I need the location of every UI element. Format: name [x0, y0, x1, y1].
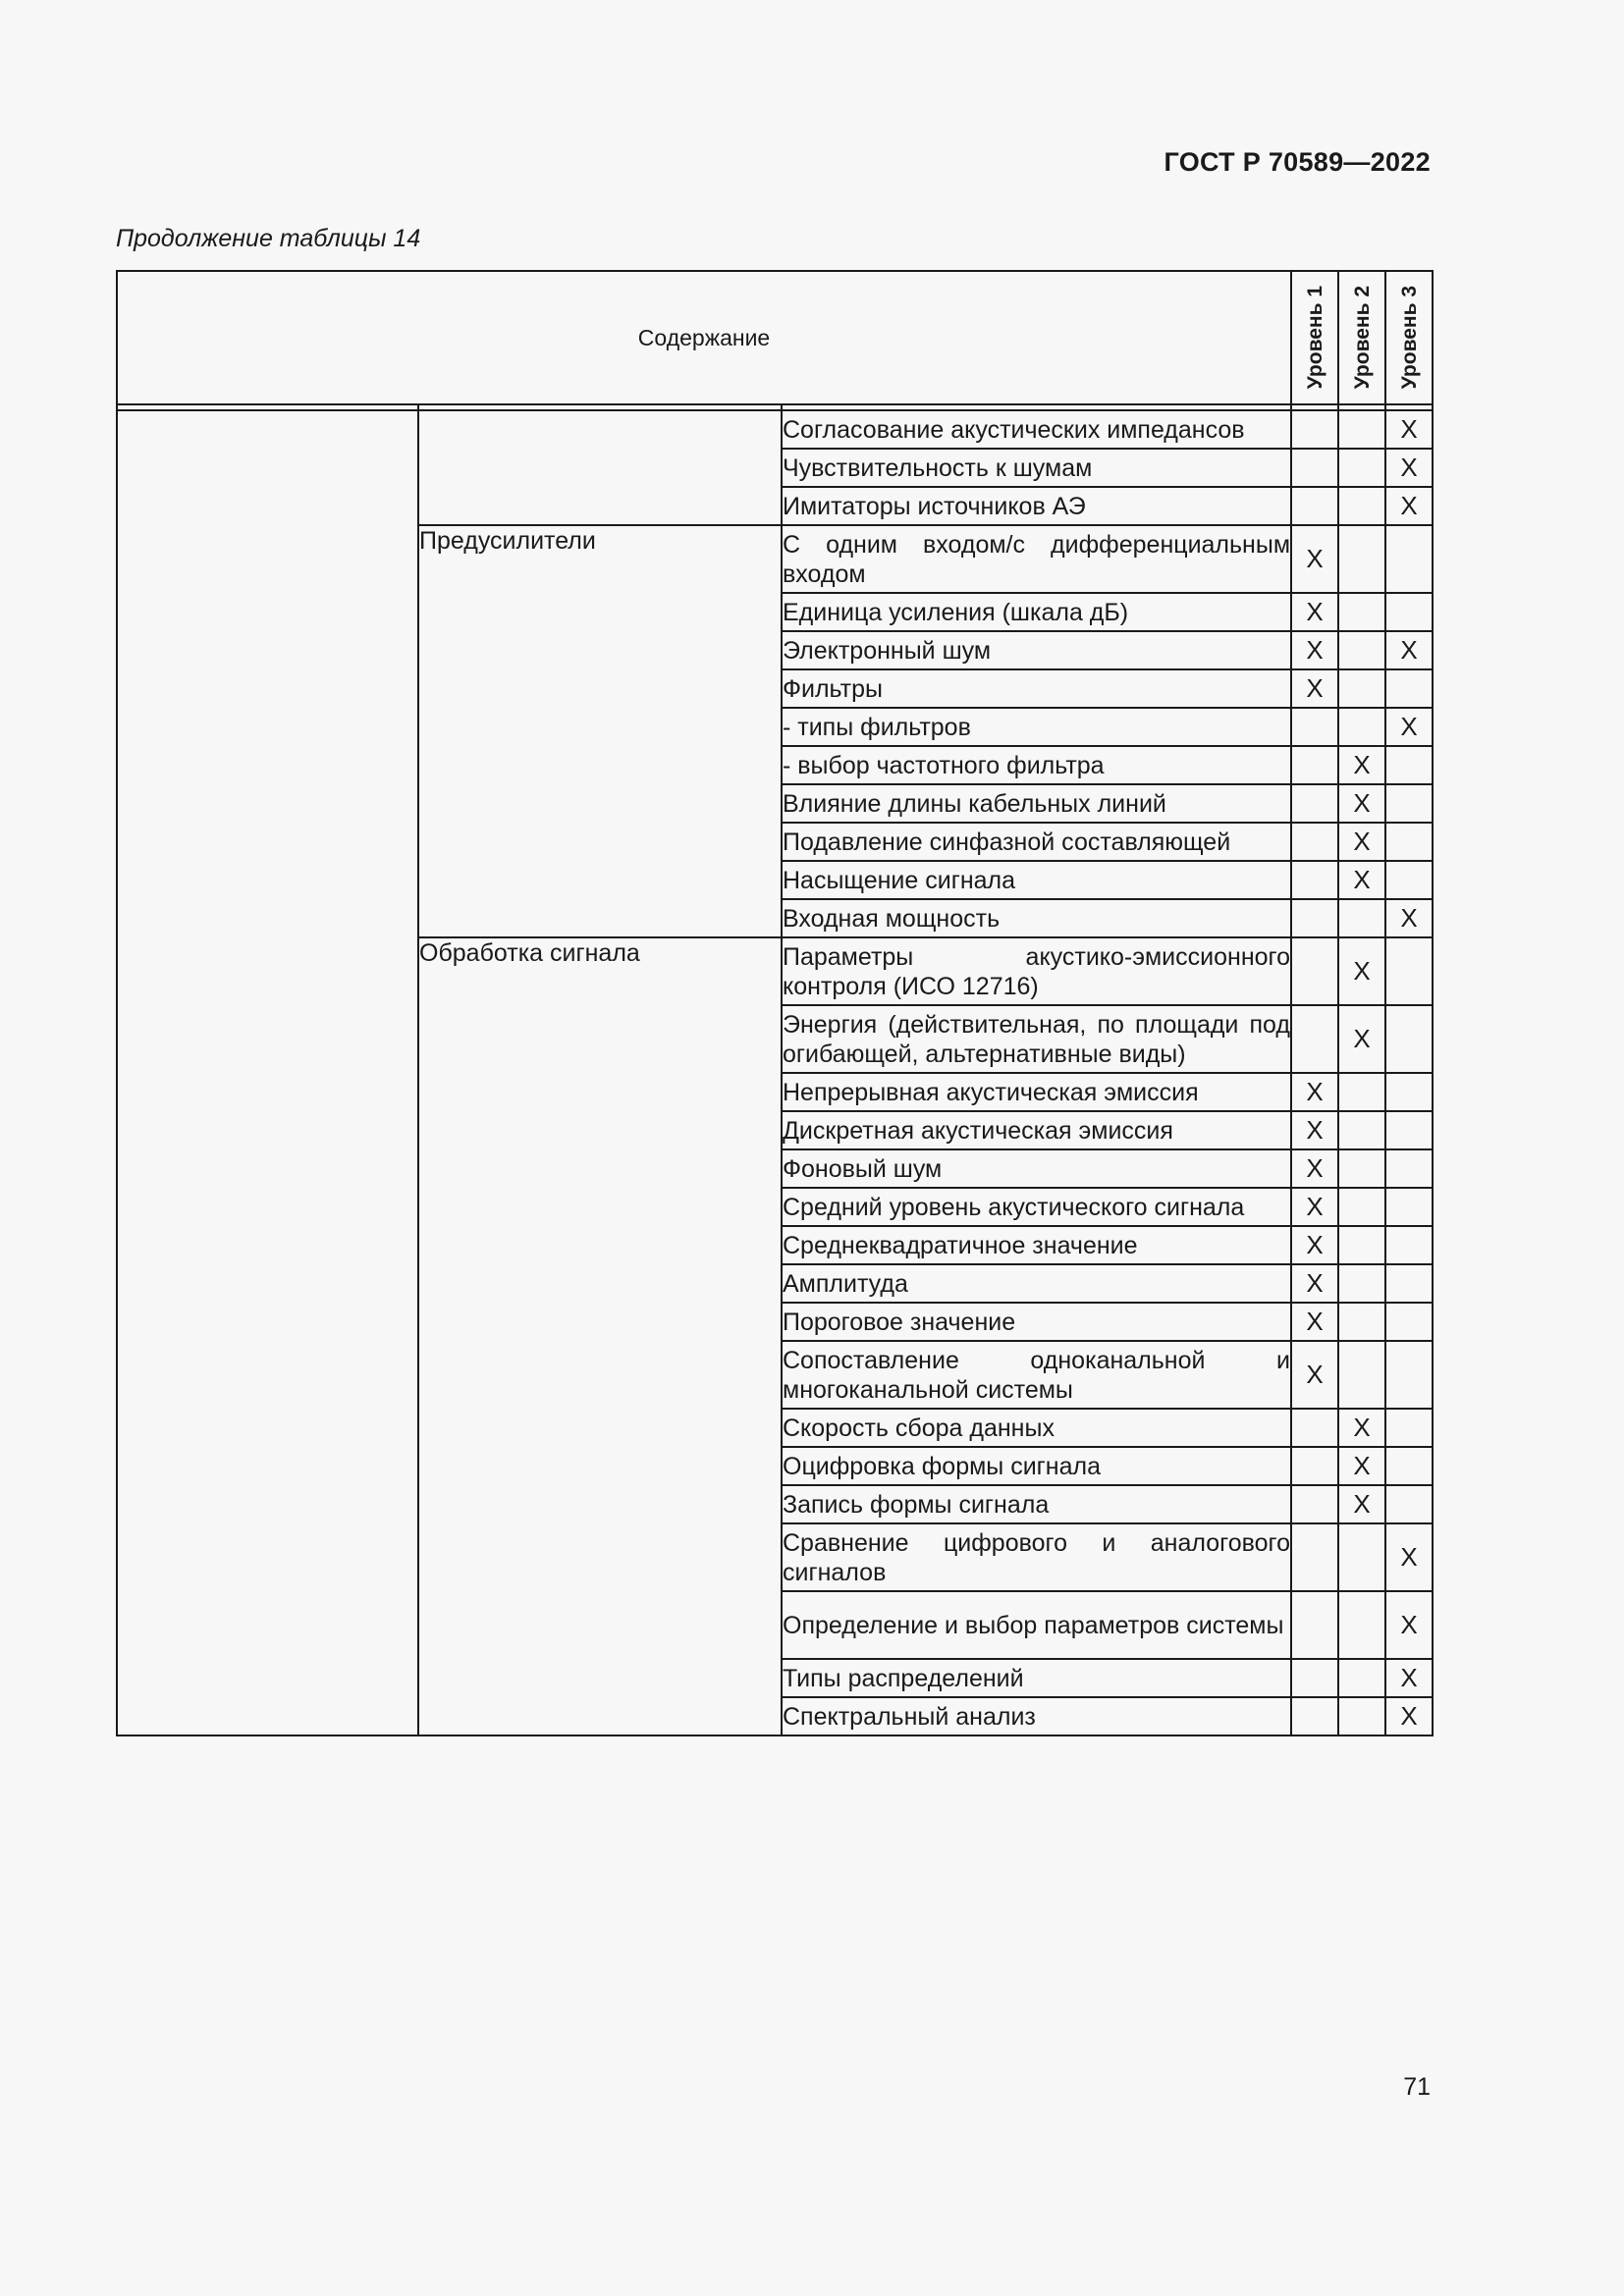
level-1-mark: [1291, 1409, 1338, 1447]
level-2-mark: [1338, 1073, 1385, 1111]
table-body: [117, 410, 1433, 1735]
row-topic: Параметры акустико-эмиссионного контроля (ИСО 12716): [782, 937, 1291, 1005]
level-1-mark: [1291, 937, 1338, 1005]
level-1-mark: [1291, 746, 1338, 784]
level-1-mark: [1291, 487, 1338, 525]
level-3-mark: [1385, 1005, 1433, 1073]
level-1-mark: [1291, 861, 1338, 899]
level-2-mark: [1338, 1149, 1385, 1188]
table-header-row: [117, 271, 1433, 404]
document-code: ГОСТ Р 70589—2022: [1164, 147, 1431, 177]
level-3-mark: X: [1385, 1697, 1433, 1735]
row-topic: Энергия (действительная, по площади под огибающей, альтернативные виды): [782, 1005, 1291, 1073]
level-3-mark: [1385, 1447, 1433, 1485]
row-topic: Непрерывная акустическая эмиссия: [782, 1073, 1291, 1111]
row-topic: Амплитуда: [782, 1264, 1291, 1303]
row-topic: - типы фильтров: [782, 708, 1291, 746]
level-2-mark: [1338, 708, 1385, 746]
row-topic: Дискретная акустическая эмиссия: [782, 1111, 1291, 1149]
level-3-mark: X: [1385, 410, 1433, 449]
level-2-mark: [1338, 1226, 1385, 1264]
level-1-mark: [1291, 784, 1338, 823]
row-topic: - выбор частотного фильтра: [782, 746, 1291, 784]
level-3-label: Уровень 3: [1397, 286, 1421, 390]
level-1-mark: X: [1291, 593, 1338, 631]
row-topic: Имитаторы источников АЭ: [782, 487, 1291, 525]
level-1-mark: X: [1291, 1073, 1338, 1111]
group-label: Предусилители: [418, 525, 782, 937]
row-topic: Насыщение сигнала: [782, 861, 1291, 899]
level-3-mark: [1385, 1303, 1433, 1341]
level-1-mark: X: [1291, 1111, 1338, 1149]
content-column-header: Содержание: [117, 271, 1291, 404]
row-topic: Сопоставление одноканальной и многоканальной системы: [782, 1341, 1291, 1409]
level-3-mark: [1385, 669, 1433, 708]
level-1-mark: [1291, 449, 1338, 487]
level-2-mark: X: [1338, 1005, 1385, 1073]
level-1-mark: [1291, 1447, 1338, 1485]
level-2-mark: [1338, 410, 1385, 449]
level-1-mark: [1291, 1523, 1338, 1591]
row-topic: Фильтры: [782, 669, 1291, 708]
level-3-mark: [1385, 937, 1433, 1005]
level-2-label: Уровень 2: [1350, 286, 1374, 390]
page-number: 71: [1403, 2073, 1431, 2101]
section-cell: [117, 410, 418, 1735]
row-topic: С одним входом/с дифференциальным входом: [782, 525, 1291, 593]
level-3-mark: [1385, 1188, 1433, 1226]
level-3-mark: [1385, 823, 1433, 861]
level-1-mark: X: [1291, 1226, 1338, 1264]
level-2-mark: [1338, 899, 1385, 937]
level-2-mark: [1338, 1659, 1385, 1697]
level-3-mark: [1385, 1111, 1433, 1149]
level-1-mark: [1291, 1697, 1338, 1735]
level-1-mark: [1291, 1591, 1338, 1659]
level-2-mark: [1338, 631, 1385, 669]
level-1-mark: [1291, 708, 1338, 746]
level-3-mark: [1385, 1264, 1433, 1303]
level-3-mark: [1385, 1341, 1433, 1409]
level-3-mark: X: [1385, 1591, 1433, 1659]
row-topic: Средний уровень акустического сигнала: [782, 1188, 1291, 1226]
row-topic: Сравнение цифрового и аналогового сигналов: [782, 1523, 1291, 1591]
content-table: [116, 270, 1434, 1736]
level-2-mark: X: [1338, 746, 1385, 784]
table-caption: Продолжение таблицы 14: [116, 225, 421, 252]
row-topic: Скорость сбора данных: [782, 1409, 1291, 1447]
level-1-mark: [1291, 410, 1338, 449]
level-2-mark: X: [1338, 1409, 1385, 1447]
level-1-mark: X: [1291, 1149, 1338, 1188]
level-2-mark: [1338, 1264, 1385, 1303]
level-2-mark: [1338, 669, 1385, 708]
level-2-mark: [1338, 1591, 1385, 1659]
level-3-mark: X: [1385, 899, 1433, 937]
row-topic: Типы распределений: [782, 1659, 1291, 1697]
level-1-mark: [1291, 899, 1338, 937]
row-topic: Фоновый шум: [782, 1149, 1291, 1188]
level-1-mark: X: [1291, 1303, 1338, 1341]
row-topic: Оцифровка формы сигнала: [782, 1447, 1291, 1485]
row-topic: Электронный шум: [782, 631, 1291, 669]
level-1-label: Уровень 1: [1303, 286, 1326, 390]
table-row: [117, 410, 1433, 449]
level-3-mark: [1385, 593, 1433, 631]
row-topic: Спектральный анализ: [782, 1697, 1291, 1735]
level-3-mark: [1385, 861, 1433, 899]
level-2-mark: [1338, 487, 1385, 525]
level-2-mark: [1338, 1303, 1385, 1341]
row-topic: Запись формы сигнала: [782, 1485, 1291, 1523]
row-topic: Подавление синфазной составляющей: [782, 823, 1291, 861]
level-3-mark: [1385, 525, 1433, 593]
level-3-mark: X: [1385, 1659, 1433, 1697]
level-3-mark: [1385, 1073, 1433, 1111]
level-2-mark: [1338, 1111, 1385, 1149]
level-2-mark: [1338, 1523, 1385, 1591]
level-2-mark: X: [1338, 1447, 1385, 1485]
row-topic: Пороговое значение: [782, 1303, 1291, 1341]
level-3-mark: [1385, 1409, 1433, 1447]
level-3-mark: [1385, 1485, 1433, 1523]
group-label: [418, 410, 782, 525]
level-1-mark: X: [1291, 1264, 1338, 1303]
row-topic: Согласование акустических импедансов: [782, 410, 1291, 449]
level-1-mark: [1291, 823, 1338, 861]
group-label: Обработка сигнала: [418, 937, 782, 1735]
level-1-mark: X: [1291, 1188, 1338, 1226]
level-2-mark: [1338, 449, 1385, 487]
level-2-mark: [1338, 1341, 1385, 1409]
level-1-mark: [1291, 1005, 1338, 1073]
level-3-mark: X: [1385, 487, 1433, 525]
level-2-mark: [1338, 1188, 1385, 1226]
level-3-mark: [1385, 784, 1433, 823]
level-3-mark: X: [1385, 708, 1433, 746]
level-1-header: [1291, 271, 1338, 404]
level-3-mark: [1385, 1149, 1433, 1188]
level-3-mark: [1385, 746, 1433, 784]
level-3-mark: X: [1385, 1523, 1433, 1591]
row-topic: Среднеквадратичное значение: [782, 1226, 1291, 1264]
level-2-mark: X: [1338, 861, 1385, 899]
level-1-mark: [1291, 1659, 1338, 1697]
level-3-mark: X: [1385, 631, 1433, 669]
level-2-mark: X: [1338, 823, 1385, 861]
level-1-mark: [1291, 1485, 1338, 1523]
level-2-mark: X: [1338, 1485, 1385, 1523]
level-3-mark: X: [1385, 449, 1433, 487]
level-3-header: [1385, 271, 1433, 404]
row-topic: Определение и выбор параметров системы: [782, 1591, 1291, 1659]
level-2-mark: X: [1338, 784, 1385, 823]
row-topic: Единица усиления (шкала дБ): [782, 593, 1291, 631]
level-2-header: [1338, 271, 1385, 404]
level-1-mark: X: [1291, 525, 1338, 593]
level-3-mark: [1385, 1226, 1433, 1264]
level-1-mark: X: [1291, 669, 1338, 708]
row-topic: Входная мощность: [782, 899, 1291, 937]
level-2-mark: [1338, 525, 1385, 593]
level-2-mark: X: [1338, 937, 1385, 1005]
level-2-mark: [1338, 593, 1385, 631]
level-2-mark: [1338, 1697, 1385, 1735]
row-topic: Чувствительность к шумам: [782, 449, 1291, 487]
level-1-mark: X: [1291, 1341, 1338, 1409]
level-1-mark: X: [1291, 631, 1338, 669]
row-topic: Влияние длины кабельных линий: [782, 784, 1291, 823]
